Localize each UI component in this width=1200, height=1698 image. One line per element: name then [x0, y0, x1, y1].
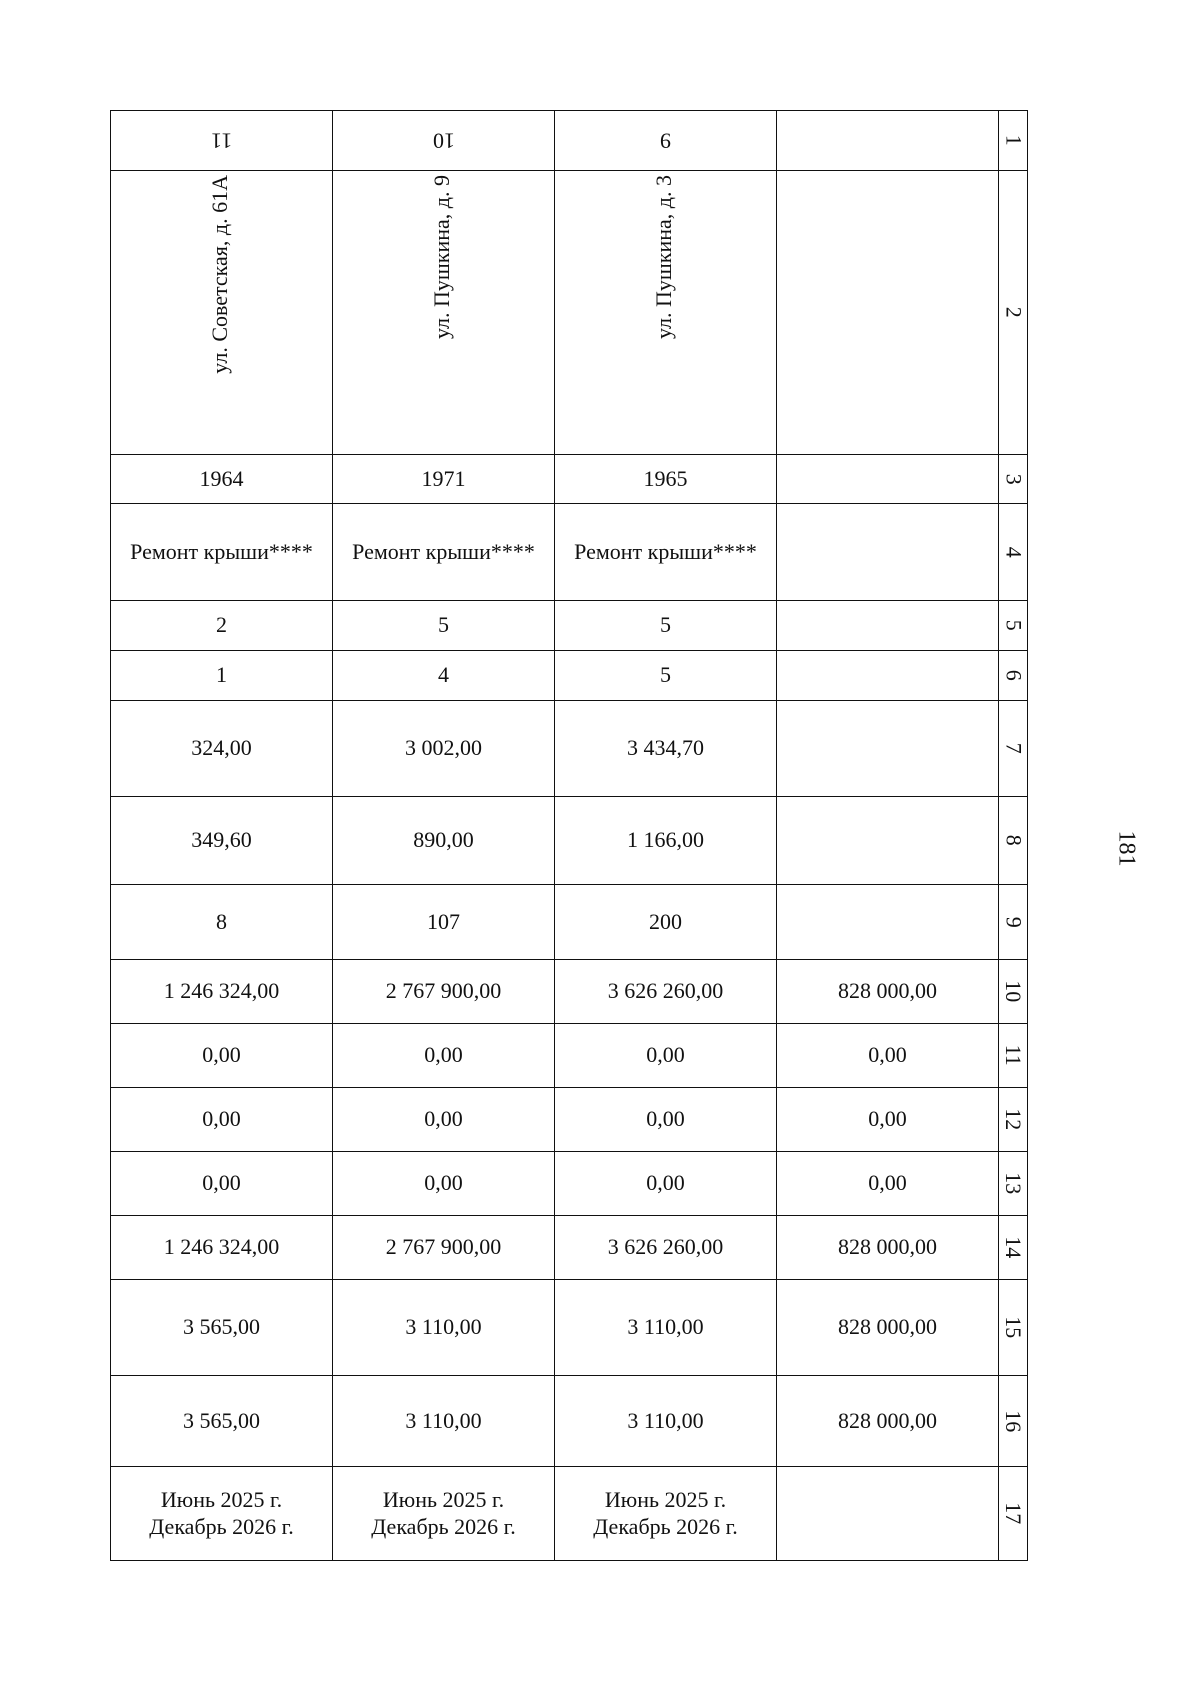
table-cell: 0,00: [111, 1152, 333, 1216]
table-cell: 3 626 260,00: [555, 960, 777, 1024]
table-row: [111, 797, 1028, 885]
table-cell: 107: [333, 885, 555, 960]
table-row: [111, 960, 1028, 1024]
table-cell: 0,00: [111, 1024, 333, 1088]
table-cell: 3 002,00: [333, 701, 555, 797]
table-cell: 1971: [333, 455, 555, 504]
table-row: [111, 885, 1028, 960]
table-row: [111, 1024, 1028, 1088]
table-cell: 4: [333, 651, 555, 701]
table-cell: [777, 504, 999, 601]
row-index-cell: 15: [999, 1280, 1028, 1376]
table-cell: Ремонт крыши****: [111, 504, 333, 601]
table-cell: [777, 455, 999, 504]
row-index-cell: 14: [999, 1216, 1028, 1280]
table-cell: 349,60: [111, 797, 333, 885]
address-cell: [333, 171, 555, 455]
table-cell: 0,00: [555, 1152, 777, 1216]
table-cell: 3 626 260,00: [555, 1216, 777, 1280]
table-cell: [777, 111, 999, 171]
table-cell: 3 565,00: [111, 1376, 333, 1467]
table-cell: 828 000,00: [777, 1376, 999, 1467]
table-cell: [777, 797, 999, 885]
table-cell: [777, 885, 999, 960]
period-cell: Июнь 2025 г. Декабрь 2026 г.: [111, 1467, 333, 1561]
table-cell: Ремонт крыши****: [555, 504, 777, 601]
table-cell: 3 110,00: [333, 1280, 555, 1376]
row-index-cell: 2: [999, 171, 1028, 455]
table-cell: [777, 701, 999, 797]
table-row: [111, 171, 1028, 455]
table-cell: Ремонт крыши****: [333, 504, 555, 601]
period-cell: Июнь 2025 г. Декабрь 2026 г.: [333, 1467, 555, 1561]
table-cell: 5: [555, 601, 777, 651]
table-row: [111, 1088, 1028, 1152]
table-cell: 2: [111, 601, 333, 651]
table-cell: [777, 601, 999, 651]
table-cell: 1: [111, 651, 333, 701]
table-cell: 3 110,00: [555, 1280, 777, 1376]
row-index-cell: 5: [999, 601, 1028, 651]
table-cell: 0,00: [555, 1024, 777, 1088]
row-index-cell: 10: [999, 960, 1028, 1024]
table-cell: 828 000,00: [777, 960, 999, 1024]
table-row: [111, 1376, 1028, 1467]
table-cell: 890,00: [333, 797, 555, 885]
table-cell: [777, 1467, 999, 1561]
table-row: [111, 111, 1028, 171]
table-cell: 200: [555, 885, 777, 960]
table-row: [111, 1467, 1028, 1561]
table-cell: 0,00: [777, 1152, 999, 1216]
table-cell: 0,00: [777, 1024, 999, 1088]
column-number-cell: 11: [111, 111, 333, 171]
table-cell: 0,00: [777, 1088, 999, 1152]
row-index-cell: 17: [999, 1467, 1028, 1561]
repair-table: [110, 110, 1028, 1561]
table-row: [111, 1216, 1028, 1280]
column-number-cell: 10: [333, 111, 555, 171]
row-index-cell: 12: [999, 1088, 1028, 1152]
column-number-cell: 9: [555, 111, 777, 171]
period-cell: Июнь 2025 г. Декабрь 2026 г.: [555, 1467, 777, 1561]
table-cell: 0,00: [333, 1152, 555, 1216]
table-cell: 2 767 900,00: [333, 960, 555, 1024]
table-cell: 2 767 900,00: [333, 1216, 555, 1280]
table-cell: 1 246 324,00: [111, 960, 333, 1024]
table-row: [111, 504, 1028, 601]
table-cell: 0,00: [333, 1024, 555, 1088]
table-cell: 828 000,00: [777, 1216, 999, 1280]
row-index-cell: 3: [999, 455, 1028, 504]
table-row: [111, 1152, 1028, 1216]
row-index-cell: 9: [999, 885, 1028, 960]
row-index-cell: 7: [999, 701, 1028, 797]
row-index-cell: 13: [999, 1152, 1028, 1216]
row-index-cell: 1: [999, 111, 1028, 171]
table-cell: 1964: [111, 455, 333, 504]
table-cell: 1965: [555, 455, 777, 504]
table-cell: 1 246 324,00: [111, 1216, 333, 1280]
row-index-cell: 16: [999, 1376, 1028, 1467]
table-row: [111, 455, 1028, 504]
row-index-cell: 6: [999, 651, 1028, 701]
row-index-cell: 8: [999, 797, 1028, 885]
address-text: ул. Советская, д. 61А: [206, 175, 232, 374]
address-text: ул. Пушкина, д. 9: [428, 175, 454, 340]
table-cell: 5: [555, 651, 777, 701]
table-cell: 0,00: [555, 1088, 777, 1152]
page-number: 181: [1113, 830, 1140, 867]
table-cell: [777, 171, 999, 455]
table-cell: 3 565,00: [111, 1280, 333, 1376]
table-cell: [777, 651, 999, 701]
table-cell: 5: [333, 601, 555, 651]
table-cell: 324,00: [111, 701, 333, 797]
table-cell: 0,00: [333, 1088, 555, 1152]
table-row: [111, 651, 1028, 701]
table-row: [111, 601, 1028, 651]
row-index-cell: 4: [999, 504, 1028, 601]
table-cell: 0,00: [111, 1088, 333, 1152]
table-row: [111, 1280, 1028, 1376]
table-cell: 3 110,00: [333, 1376, 555, 1467]
table-cell: 3 434,70: [555, 701, 777, 797]
table-cell: 8: [111, 885, 333, 960]
table-cell: 3 110,00: [555, 1376, 777, 1467]
table-row: [111, 701, 1028, 797]
address-text: ул. Пушкина, д. 3: [650, 175, 676, 340]
address-cell: [111, 171, 333, 455]
row-index-cell: 11: [999, 1024, 1028, 1088]
table-cell: 1 166,00: [555, 797, 777, 885]
address-cell: [555, 171, 777, 455]
table-cell: 828 000,00: [777, 1280, 999, 1376]
